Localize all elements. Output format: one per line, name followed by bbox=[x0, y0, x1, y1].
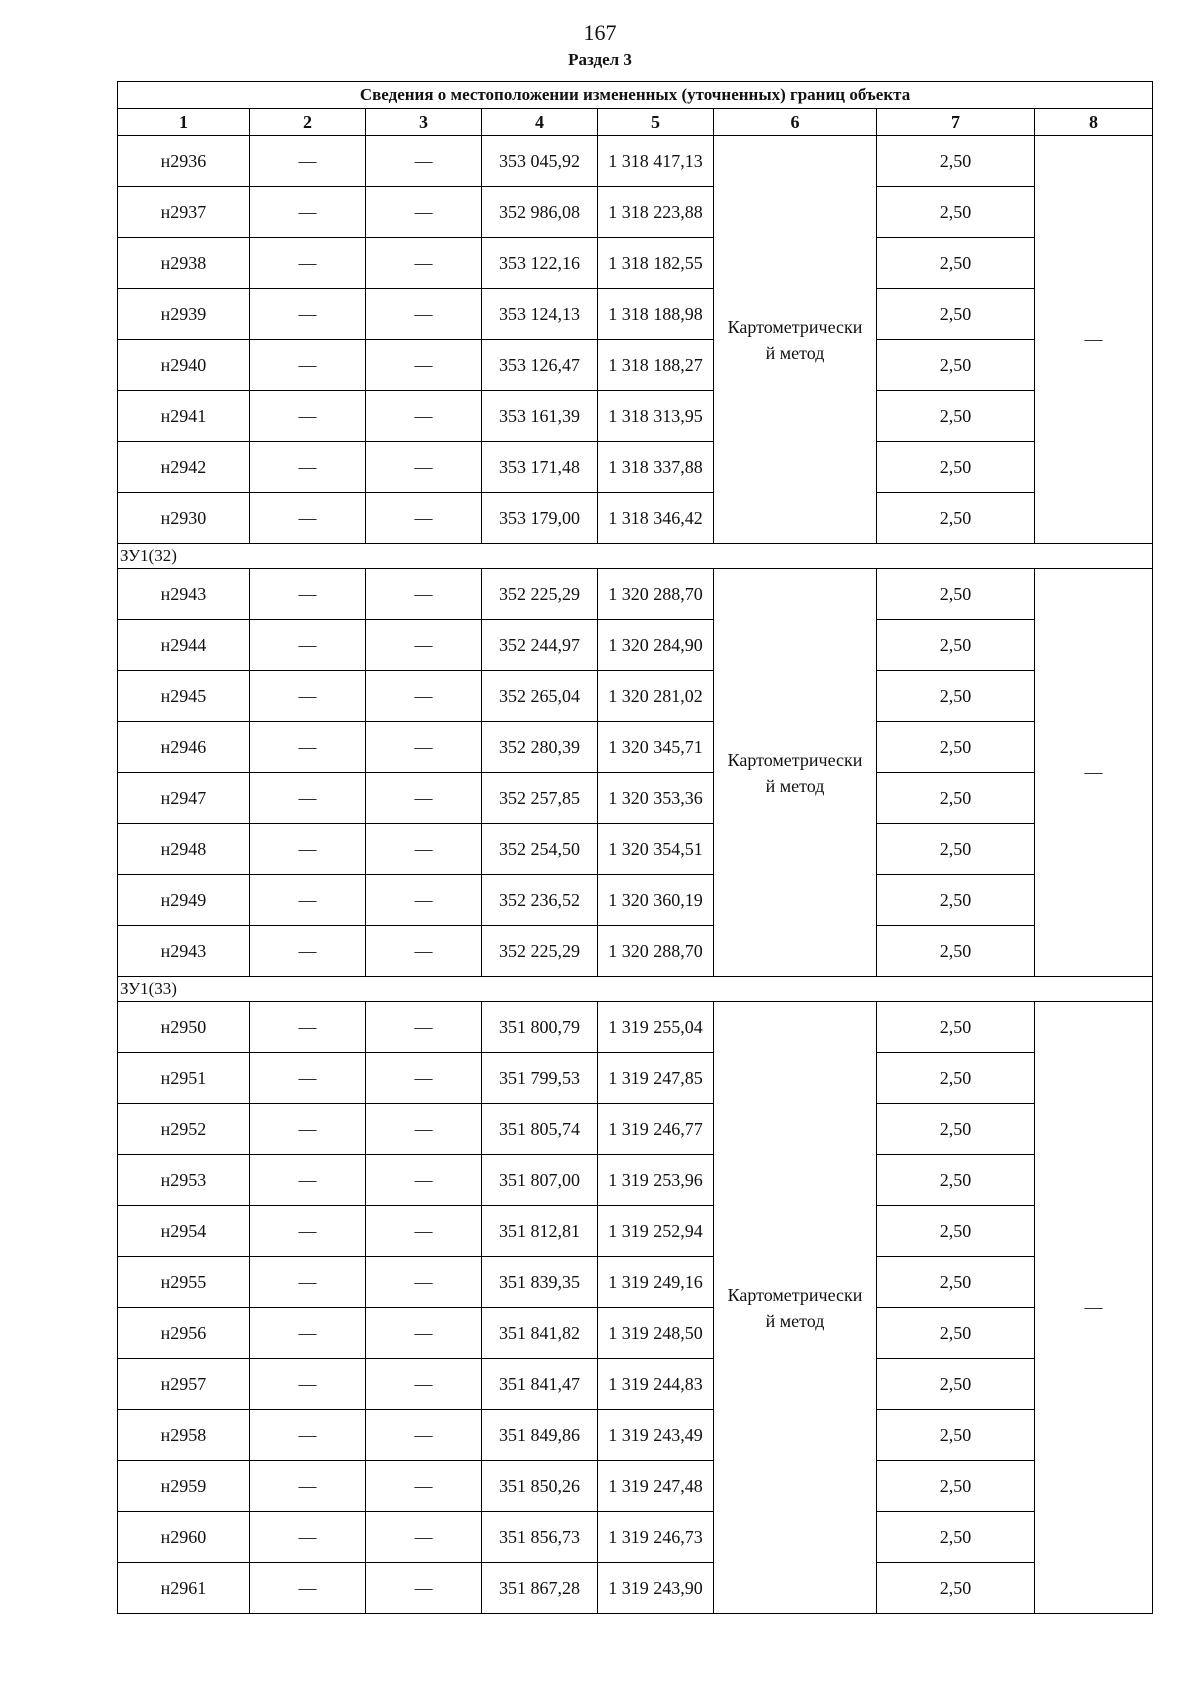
point-id-cell: н2946 bbox=[118, 722, 250, 773]
point-id-cell: н2956 bbox=[118, 1308, 250, 1359]
column-2-cell: — bbox=[250, 1308, 366, 1359]
y-coordinate-cell: 1 318 346,42 bbox=[598, 493, 714, 544]
point-id-cell: н2945 bbox=[118, 671, 250, 722]
table-row bbox=[118, 1512, 1153, 1563]
parcel-label: ЗУ1(33) bbox=[118, 977, 1153, 1002]
table-row bbox=[118, 1257, 1153, 1308]
method-text-line-2: й метод bbox=[765, 342, 825, 363]
column-8-cell: — bbox=[1035, 569, 1153, 977]
table-row bbox=[118, 340, 1153, 391]
x-coordinate-cell: 351 800,79 bbox=[482, 1002, 598, 1053]
method-text-line-1: Картометрически bbox=[727, 1284, 863, 1305]
point-id-cell: н2955 bbox=[118, 1257, 250, 1308]
column-2-cell: — bbox=[250, 569, 366, 620]
x-coordinate-cell: 351 841,82 bbox=[482, 1308, 598, 1359]
column-3-cell: — bbox=[366, 187, 482, 238]
point-id-cell: н2930 bbox=[118, 493, 250, 544]
y-coordinate-cell: 1 319 249,16 bbox=[598, 1257, 714, 1308]
column-3-cell: — bbox=[366, 569, 482, 620]
y-coordinate-cell: 1 319 243,49 bbox=[598, 1410, 714, 1461]
y-coordinate-cell: 1 319 248,50 bbox=[598, 1308, 714, 1359]
parcel-label: ЗУ1(32) bbox=[118, 544, 1153, 569]
y-coordinate-cell: 1 320 284,90 bbox=[598, 620, 714, 671]
column-3-cell: — bbox=[366, 1461, 482, 1512]
column-3-cell: — bbox=[366, 671, 482, 722]
y-coordinate-cell: 1 320 353,36 bbox=[598, 773, 714, 824]
column-number: 6 bbox=[714, 109, 877, 136]
y-coordinate-cell: 1 320 360,19 bbox=[598, 875, 714, 926]
x-coordinate-cell: 351 805,74 bbox=[482, 1104, 598, 1155]
parcel-group-row bbox=[118, 544, 1153, 569]
table-row bbox=[118, 671, 1153, 722]
table-row bbox=[118, 1308, 1153, 1359]
table-row bbox=[118, 1053, 1153, 1104]
x-coordinate-cell: 351 807,00 bbox=[482, 1155, 598, 1206]
column-3-cell: — bbox=[366, 773, 482, 824]
column-2-cell: — bbox=[250, 1104, 366, 1155]
accuracy-cell: 2,50 bbox=[877, 1512, 1035, 1563]
column-number: 5 bbox=[598, 109, 714, 136]
table-row bbox=[118, 442, 1153, 493]
x-coordinate-cell: 353 122,16 bbox=[482, 238, 598, 289]
accuracy-cell: 2,50 bbox=[877, 722, 1035, 773]
column-2-cell: — bbox=[250, 1257, 366, 1308]
accuracy-cell: 2,50 bbox=[877, 1308, 1035, 1359]
point-id-cell: н2957 bbox=[118, 1359, 250, 1410]
column-3-cell: — bbox=[366, 926, 482, 977]
table-row bbox=[118, 391, 1153, 442]
accuracy-cell: 2,50 bbox=[877, 493, 1035, 544]
y-coordinate-cell: 1 318 313,95 bbox=[598, 391, 714, 442]
point-id-cell: н2939 bbox=[118, 289, 250, 340]
table-row bbox=[118, 289, 1153, 340]
accuracy-cell: 2,50 bbox=[877, 1359, 1035, 1410]
column-number: 2 bbox=[250, 109, 366, 136]
accuracy-cell: 2,50 bbox=[877, 187, 1035, 238]
column-2-cell: — bbox=[250, 1206, 366, 1257]
point-id-cell: н2953 bbox=[118, 1155, 250, 1206]
column-number: 1 bbox=[118, 109, 250, 136]
y-coordinate-cell: 1 319 253,96 bbox=[598, 1155, 714, 1206]
column-2-cell: — bbox=[250, 1155, 366, 1206]
column-2-cell: — bbox=[250, 1002, 366, 1053]
x-coordinate-cell: 351 856,73 bbox=[482, 1512, 598, 1563]
y-coordinate-cell: 1 320 281,02 bbox=[598, 671, 714, 722]
method-text-line-1: Картометрически bbox=[727, 749, 863, 770]
y-coordinate-cell: 1 320 288,70 bbox=[598, 926, 714, 977]
y-coordinate-cell: 1 319 252,94 bbox=[598, 1206, 714, 1257]
y-coordinate-cell: 1 319 244,83 bbox=[598, 1359, 714, 1410]
column-3-cell: — bbox=[366, 289, 482, 340]
method-text-line-2: й метод bbox=[765, 1310, 825, 1331]
y-coordinate-cell: 1 319 247,48 bbox=[598, 1461, 714, 1512]
table-row bbox=[118, 926, 1153, 977]
method-text-line-1: Картометрически bbox=[727, 316, 863, 337]
table-row bbox=[118, 1206, 1153, 1257]
accuracy-cell: 2,50 bbox=[877, 671, 1035, 722]
x-coordinate-cell: 352 254,50 bbox=[482, 824, 598, 875]
table-row bbox=[118, 187, 1153, 238]
column-2-cell: — bbox=[250, 1359, 366, 1410]
column-2-cell: — bbox=[250, 1461, 366, 1512]
x-coordinate-cell: 351 812,81 bbox=[482, 1206, 598, 1257]
accuracy-cell: 2,50 bbox=[877, 340, 1035, 391]
column-2-cell: — bbox=[250, 340, 366, 391]
point-id-cell: н2942 bbox=[118, 442, 250, 493]
x-coordinate-cell: 351 849,86 bbox=[482, 1410, 598, 1461]
y-coordinate-cell: 1 318 188,98 bbox=[598, 289, 714, 340]
column-number: 3 bbox=[366, 109, 482, 136]
table-row bbox=[118, 1563, 1153, 1614]
accuracy-cell: 2,50 bbox=[877, 1563, 1035, 1614]
boundary-coordinates-table bbox=[117, 81, 1153, 1614]
y-coordinate-cell: 1 320 288,70 bbox=[598, 569, 714, 620]
accuracy-cell: 2,50 bbox=[877, 620, 1035, 671]
point-id-cell: н2944 bbox=[118, 620, 250, 671]
column-3-cell: — bbox=[366, 1257, 482, 1308]
point-id-cell: н2949 bbox=[118, 875, 250, 926]
column-2-cell: — bbox=[250, 875, 366, 926]
table-caption-row bbox=[118, 82, 1153, 109]
x-coordinate-cell: 351 839,35 bbox=[482, 1257, 598, 1308]
column-2-cell: — bbox=[250, 1053, 366, 1104]
point-id-cell: н2950 bbox=[118, 1002, 250, 1053]
table-row bbox=[118, 1104, 1153, 1155]
accuracy-cell: 2,50 bbox=[877, 136, 1035, 187]
table-row bbox=[118, 136, 1153, 187]
accuracy-cell: 2,50 bbox=[877, 773, 1035, 824]
column-3-cell: — bbox=[366, 493, 482, 544]
accuracy-cell: 2,50 bbox=[877, 824, 1035, 875]
table-row bbox=[118, 722, 1153, 773]
y-coordinate-cell: 1 318 182,55 bbox=[598, 238, 714, 289]
x-coordinate-cell: 353 179,00 bbox=[482, 493, 598, 544]
column-2-cell: — bbox=[250, 620, 366, 671]
point-id-cell: н2947 bbox=[118, 773, 250, 824]
accuracy-cell: 2,50 bbox=[877, 289, 1035, 340]
column-3-cell: — bbox=[366, 1053, 482, 1104]
column-3-cell: — bbox=[366, 722, 482, 773]
column-3-cell: — bbox=[366, 1563, 482, 1614]
y-coordinate-cell: 1 319 246,73 bbox=[598, 1512, 714, 1563]
y-coordinate-cell: 1 318 188,27 bbox=[598, 340, 714, 391]
point-id-cell: н2938 bbox=[118, 238, 250, 289]
column-3-cell: — bbox=[366, 1308, 482, 1359]
x-coordinate-cell: 352 986,08 bbox=[482, 187, 598, 238]
column-2-cell: — bbox=[250, 1512, 366, 1563]
accuracy-cell: 2,50 bbox=[877, 1104, 1035, 1155]
accuracy-cell: 2,50 bbox=[877, 1461, 1035, 1512]
table-row bbox=[118, 875, 1153, 926]
column-3-cell: — bbox=[366, 620, 482, 671]
table-row bbox=[118, 1410, 1153, 1461]
point-id-cell: н2952 bbox=[118, 1104, 250, 1155]
point-id-cell: н2941 bbox=[118, 391, 250, 442]
column-3-cell: — bbox=[366, 875, 482, 926]
x-coordinate-cell: 352 265,04 bbox=[482, 671, 598, 722]
column-3-cell: — bbox=[366, 136, 482, 187]
column-2-cell: — bbox=[250, 493, 366, 544]
column-2-cell: — bbox=[250, 289, 366, 340]
column-3-cell: — bbox=[366, 1410, 482, 1461]
column-3-cell: — bbox=[366, 1104, 482, 1155]
column-2-cell: — bbox=[250, 824, 366, 875]
x-coordinate-cell: 352 280,39 bbox=[482, 722, 598, 773]
accuracy-cell: 2,50 bbox=[877, 1206, 1035, 1257]
accuracy-cell: 2,50 bbox=[877, 391, 1035, 442]
column-8-cell: — bbox=[1035, 1002, 1153, 1614]
column-2-cell: — bbox=[250, 238, 366, 289]
method-cell bbox=[714, 1002, 877, 1614]
x-coordinate-cell: 352 244,97 bbox=[482, 620, 598, 671]
point-id-cell: н2937 bbox=[118, 187, 250, 238]
column-3-cell: — bbox=[366, 1002, 482, 1053]
x-coordinate-cell: 353 124,13 bbox=[482, 289, 598, 340]
point-id-cell: н2951 bbox=[118, 1053, 250, 1104]
accuracy-cell: 2,50 bbox=[877, 1155, 1035, 1206]
y-coordinate-cell: 1 318 417,13 bbox=[598, 136, 714, 187]
accuracy-cell: 2,50 bbox=[877, 1002, 1035, 1053]
column-3-cell: — bbox=[366, 238, 482, 289]
y-coordinate-cell: 1 318 337,88 bbox=[598, 442, 714, 493]
column-2-cell: — bbox=[250, 926, 366, 977]
x-coordinate-cell: 353 171,48 bbox=[482, 442, 598, 493]
x-coordinate-cell: 352 257,85 bbox=[482, 773, 598, 824]
table-row bbox=[118, 1461, 1153, 1512]
column-2-cell: — bbox=[250, 773, 366, 824]
column-2-cell: — bbox=[250, 1563, 366, 1614]
column-8-cell: — bbox=[1035, 136, 1153, 544]
point-id-cell: н2943 bbox=[118, 569, 250, 620]
point-id-cell: н2954 bbox=[118, 1206, 250, 1257]
table-row bbox=[118, 1002, 1153, 1053]
column-number-row bbox=[118, 109, 1153, 136]
table-body bbox=[118, 82, 1153, 1614]
table-caption: Сведения о местоположении измененных (уточненных) границ объекта bbox=[118, 82, 1153, 109]
parcel-group-row bbox=[118, 977, 1153, 1002]
accuracy-cell: 2,50 bbox=[877, 442, 1035, 493]
x-coordinate-cell: 353 045,92 bbox=[482, 136, 598, 187]
x-coordinate-cell: 353 161,39 bbox=[482, 391, 598, 442]
y-coordinate-cell: 1 318 223,88 bbox=[598, 187, 714, 238]
point-id-cell: н2958 bbox=[118, 1410, 250, 1461]
y-coordinate-cell: 1 319 255,04 bbox=[598, 1002, 714, 1053]
accuracy-cell: 2,50 bbox=[877, 1410, 1035, 1461]
x-coordinate-cell: 352 225,29 bbox=[482, 569, 598, 620]
x-coordinate-cell: 351 841,47 bbox=[482, 1359, 598, 1410]
column-2-cell: — bbox=[250, 1410, 366, 1461]
column-number: 4 bbox=[482, 109, 598, 136]
y-coordinate-cell: 1 319 243,90 bbox=[598, 1563, 714, 1614]
y-coordinate-cell: 1 320 354,51 bbox=[598, 824, 714, 875]
accuracy-cell: 2,50 bbox=[877, 569, 1035, 620]
y-coordinate-cell: 1 319 247,85 bbox=[598, 1053, 714, 1104]
column-3-cell: — bbox=[366, 340, 482, 391]
y-coordinate-cell: 1 319 246,77 bbox=[598, 1104, 714, 1155]
column-2-cell: — bbox=[250, 722, 366, 773]
accuracy-cell: 2,50 bbox=[877, 1053, 1035, 1104]
table-row bbox=[118, 1359, 1153, 1410]
table-row bbox=[118, 620, 1153, 671]
table-row bbox=[118, 238, 1153, 289]
column-3-cell: — bbox=[366, 391, 482, 442]
table-row bbox=[118, 493, 1153, 544]
method-cell bbox=[714, 569, 877, 977]
page-number: 167 bbox=[583, 20, 617, 45]
point-id-cell: н2943 bbox=[118, 926, 250, 977]
accuracy-cell: 2,50 bbox=[877, 1257, 1035, 1308]
table-row bbox=[118, 569, 1153, 620]
x-coordinate-cell: 352 236,52 bbox=[482, 875, 598, 926]
column-3-cell: — bbox=[366, 1155, 482, 1206]
column-number: 8 bbox=[1035, 109, 1153, 136]
table-row bbox=[118, 824, 1153, 875]
table-row bbox=[118, 1155, 1153, 1206]
method-text-line-2: й метод bbox=[765, 775, 825, 796]
column-2-cell: — bbox=[250, 187, 366, 238]
column-2-cell: — bbox=[250, 136, 366, 187]
point-id-cell: н2936 bbox=[118, 136, 250, 187]
x-coordinate-cell: 351 850,26 bbox=[482, 1461, 598, 1512]
x-coordinate-cell: 353 126,47 bbox=[482, 340, 598, 391]
point-id-cell: н2940 bbox=[118, 340, 250, 391]
section-title: Раздел 3 bbox=[568, 50, 632, 69]
point-id-cell: н2960 bbox=[118, 1512, 250, 1563]
column-2-cell: — bbox=[250, 391, 366, 442]
column-number: 7 bbox=[877, 109, 1035, 136]
y-coordinate-cell: 1 320 345,71 bbox=[598, 722, 714, 773]
point-id-cell: н2948 bbox=[118, 824, 250, 875]
table-row bbox=[118, 773, 1153, 824]
column-3-cell: — bbox=[366, 1512, 482, 1563]
accuracy-cell: 2,50 bbox=[877, 875, 1035, 926]
accuracy-cell: 2,50 bbox=[877, 926, 1035, 977]
point-id-cell: н2959 bbox=[118, 1461, 250, 1512]
point-id-cell: н2961 bbox=[118, 1563, 250, 1614]
column-2-cell: — bbox=[250, 671, 366, 722]
column-3-cell: — bbox=[366, 824, 482, 875]
method-cell bbox=[714, 136, 877, 544]
column-3-cell: — bbox=[366, 442, 482, 493]
x-coordinate-cell: 351 799,53 bbox=[482, 1053, 598, 1104]
accuracy-cell: 2,50 bbox=[877, 238, 1035, 289]
x-coordinate-cell: 351 867,28 bbox=[482, 1563, 598, 1614]
column-3-cell: — bbox=[366, 1359, 482, 1410]
x-coordinate-cell: 352 225,29 bbox=[482, 926, 598, 977]
column-2-cell: — bbox=[250, 442, 366, 493]
column-3-cell: — bbox=[366, 1206, 482, 1257]
